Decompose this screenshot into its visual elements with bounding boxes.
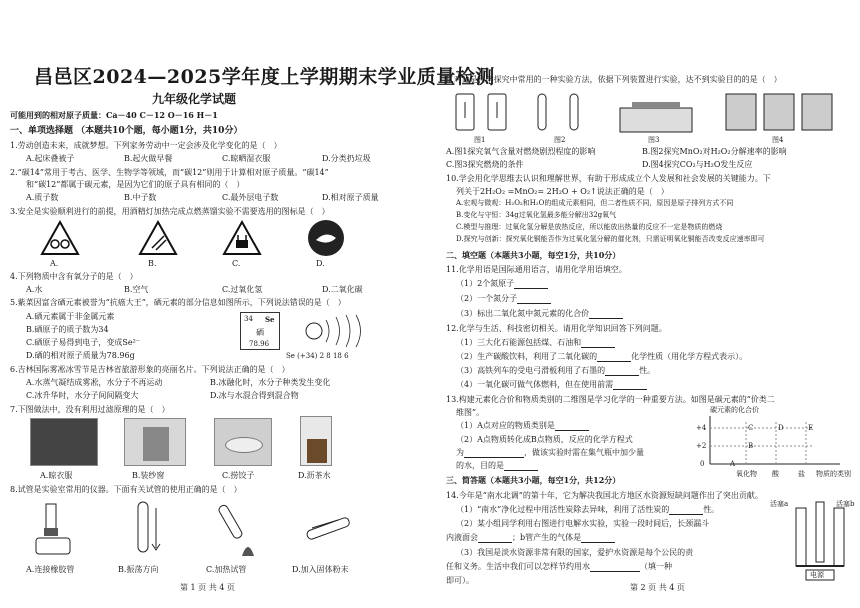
chart-xcat-salt: 盐 (798, 470, 805, 478)
goggles-warning-icon (40, 220, 80, 256)
chart-tick-plus4: +4 (696, 424, 707, 432)
chart-tick-plus2: +2 (696, 442, 707, 450)
selenium-atom-structure-diagram (290, 312, 374, 350)
q4-stem: 4.下列物质中含有氧分子的是（ ） (10, 272, 138, 281)
q3-stem: 3.安全是实验顺利进行的前提，用酒精灯加热完成点燃蒸馏实验不需要选用的图标是（ ） (10, 207, 330, 216)
hot-surface-icon (138, 220, 178, 256)
q1-option-b: B.起火做早餐 (124, 154, 173, 163)
q5-stem: 5.紫菜因富含硒元素被誉为“抗癌大王”，硒元素的部分信息如图所示，下列说法错误的是（ ） (10, 298, 346, 307)
q5-option-c: C.硒原子易得到电子，变成Se²⁻ (26, 338, 141, 347)
se-atomic-number: 34 (244, 315, 253, 323)
q8-option-a: A.连接橡胶管 (26, 565, 75, 574)
q13-item-2: （2）A点物质转化成B点物质，反应的化学方程式 (456, 435, 633, 444)
q7-option-a: A.晾衣服 (40, 471, 73, 480)
q10-option-c: C.模型与推理：过氧化氢分解是放热反应，所以能放出热量的反应不一定是物质的燃烧 (456, 223, 723, 231)
fig3-label: 图3 (648, 136, 660, 144)
q8-stem: 8.试管是实验室常用的仪器。下面有关试管的使用正确的是（ ） (10, 485, 242, 494)
section1-heading: 一、单项选择题 （本题共10个题，每小题1分，共10分） (10, 126, 243, 136)
chart-ylabel: 碳元素的化合价 (710, 406, 759, 414)
se-symbol: Se (265, 315, 275, 324)
q7-stem: 7.下图做法中，没有利用过滤原理的是（ ） (10, 405, 170, 414)
q4-option-d: D.二氧化碳 (322, 285, 363, 294)
drying-clothes-photo (30, 418, 98, 466)
q14-item-2: （2）某小组同学利用右图进行电解水实验，实验一段时间后，长颈漏斗 (456, 519, 710, 528)
q14-item-3-end: 即可）。 (446, 576, 474, 585)
q2-option-a: A.质子数 (26, 193, 59, 202)
right-page (430, 0, 860, 608)
chart-xcat-oxide: 氧化物 (736, 470, 757, 478)
chart-xlabel: 物质的类别 (816, 470, 851, 478)
q7-option-c: C.捞饺子 (222, 471, 255, 480)
q13-item-1: （1）A点对应的物质类别是 (456, 420, 589, 431)
q5-option-b: B.硒原子的质子数为34 (26, 325, 109, 334)
fig3-combustion-conditions-apparatus (606, 84, 706, 136)
chart-point-b: B (748, 442, 754, 450)
q4-option-c: C.过氧化氢 (222, 285, 263, 294)
tea-infuser-photo (300, 416, 332, 466)
q2-option-c: C.最外层电子数 (222, 193, 279, 202)
q12-item-4: （4）一氧化碳可做气体燃料，但在使用前需 (456, 379, 647, 390)
q1-option-c: C.晾晒湿衣服 (222, 154, 271, 163)
shaking-test-tube-illustration (120, 498, 170, 560)
q2-stem-line2: 和“碳12”都属于碳元素，是因为它们的原子具有相同的（ ） (26, 180, 245, 189)
heating-test-tube-illustration (212, 498, 268, 560)
q12-item-2: （2）生产碳酸饮料，利用了二氧化碳的 化学性质（用化学方程式表示）。 (456, 352, 748, 361)
q4-option-a: A.水 (26, 285, 43, 294)
q3-option-c: C. (232, 259, 241, 268)
q13-stem-line1: 13.构建元素化合价和物质类别的二维图是学习化学的一种重要方法。如图是碳元素的“价类二 (446, 395, 775, 404)
chart-xcat-acid: 酸 (772, 470, 779, 478)
q14-item-3: （3）我国是淡水资源非常有限的国家，爱护水资源是每个公民的责 (456, 548, 694, 557)
fig1-oxygen-combustion-apparatus (448, 88, 518, 136)
chart-point-e: E (808, 424, 814, 432)
q9-option-b: B.图2探究MnO₂对H₂O₂分解速率的影响 (642, 147, 787, 156)
q12-stem: 12.化学与生活、科技密切相关。请用化学知识回答下列问题。 (446, 324, 667, 333)
q9-option-c: C.图3探究燃烧的条件 (446, 160, 524, 169)
q1-stem: 1.劳动创造未来，成就梦想。下列家务劳动中一定会涉及化学变化的是（ ） (10, 141, 282, 150)
q9-option-a: A.图1探究氧气含量对燃烧剧烈程度的影响 (446, 147, 596, 156)
q6-option-c: C.冰升华时，水分子间间隔变大 (26, 391, 139, 400)
q10-stem-line2: 列关于2H₂O₂ =MnO₂= 2H₂O + O₂↑说法正确的是（ ） (456, 187, 669, 196)
valence-class-chart (694, 414, 844, 474)
fig2-mno2-test-tubes (526, 88, 596, 136)
q10-option-b: B.变化与守恒：34g过氧化氢最多能分解出32g氧气 (456, 211, 617, 219)
q2-stem-line1: 2.“碳14”常用于考古、医学、生物学等领域，而“碳12”则用于计算相对原子质量。“碳14” (10, 168, 329, 177)
q14-item-1: （1）“南水”净化过程中用活性炭除去异味，利用了活性炭的 性。 (456, 505, 720, 514)
chart-point-d: D (778, 424, 784, 432)
fig4-co2-water-apparatus (720, 84, 840, 136)
q6-option-a: A.水蒸气凝结成雾凇，水分子不再运动 (26, 378, 163, 387)
wash-hands-icon (306, 218, 346, 258)
q10-option-a: A.宏观与微观：H₂O₂和H₂O的组成元素相同，但二者性质不同，原因是原子排列方式不同 (456, 199, 734, 207)
q5-option-a: A.硒元素属于非金属元素 (26, 312, 115, 321)
rubber-tube-connection-illustration (26, 498, 86, 560)
se-mass: 78.96 (249, 340, 270, 348)
q11-item-2: （2）一个氮分子 (456, 293, 551, 304)
fig2-label: 图2 (554, 136, 566, 144)
left-page-number: 第 1 页 共 4 页 (180, 583, 235, 592)
atomic-masses: 可能用到的相对原子质量：Ca－40 C－12 O－16 H－1 (10, 110, 218, 120)
q12-item-3: （3）高铁列车的受电弓滑板利用了石墨的 性。 (456, 366, 656, 375)
right-page-number: 第 2 页 共 4 页 (630, 583, 685, 592)
q8-option-d: D.加入固体粉末 (292, 565, 349, 574)
section2-heading: 二、填空题（本题共3小题，每空1分，共10分） (446, 250, 621, 260)
chart-tick-zero: 0 (700, 460, 705, 468)
window-screen-photo (124, 418, 186, 466)
scooping-dumplings-photo (214, 418, 272, 466)
q11-stem: 11.化学用语是国际通用语言，请用化学用语填空。 (446, 265, 627, 274)
fig4-label: 图4 (772, 136, 784, 144)
se-atom-label: Se (+34) 2 8 18 6 (286, 352, 349, 360)
section3-heading: 三、简答题（本题共3小题，每空1分，共12分） (446, 475, 621, 485)
electrolysis-apparatus-diagram (786, 500, 856, 582)
q14-item-3-cont: 任和义务。生活中我们可以怎样节约用水 （填一种 (446, 562, 672, 571)
exam-title: 昌邑区2024—2025学年度上学期期末学业质量检测 (34, 66, 495, 88)
q10-stem-line1: 10.学会用化学思维去认识和理解世界，有助于形成成立个人发展和社会发展的关键能力。下 (446, 174, 771, 183)
exam-subtitle: 九年级化学试题 (152, 92, 237, 106)
chart-point-c: C (748, 424, 754, 432)
q3-option-a: A. (50, 259, 59, 268)
q14-stem: 14.今年是“南水北调”的第十年，它为解决我国北方地区水资源短缺问题作出了突出贡献。 (446, 491, 763, 500)
q4-option-b: B.空气 (124, 285, 149, 294)
chart-point-a: A (730, 460, 736, 468)
q10-option-d: D.探究与创新：探究氧化铜能否作为过氧化氢分解的催化剂，只需证明氧化铜能否改变反应速率即可 (456, 235, 765, 243)
q13-item-2-purpose: 的水，目的是 (456, 460, 538, 471)
q6-option-b: B.冰融化时，水分子种类发生变化 (210, 378, 331, 387)
adding-powder-illustration (298, 498, 358, 560)
q12-item-1: （1）三大化石能源包括煤、石油和 (456, 337, 615, 348)
q14-item-2-cont: 内液面会 ；b管产生的气体是 (446, 532, 615, 543)
q1-option-a: A.起床叠被子 (26, 154, 75, 163)
q9-option-d: D.图4探究CO₂与H₂O发生反应 (642, 160, 753, 169)
q5-option-d: D.硒的相对原子质量为78.96g (26, 351, 135, 360)
q6-stem: 6.吉林国际雾凇冰雪节是吉林省旅游形象的亮丽名片。下列说法正确的是（ ） (10, 365, 290, 374)
q6-option-d: D.冰与水混合得到混合物 (210, 391, 299, 400)
q3-option-d: D. (316, 259, 325, 268)
q3-option-b: B. (148, 259, 157, 268)
q13-item-2-cont: 为 ，做该实验时需在集气瓶中加少量 (456, 448, 644, 457)
q7-option-d: D.沥茶水 (298, 471, 331, 480)
q7-option-b: B.装纱窗 (132, 471, 165, 480)
q11-item-3: （3）标出二氧化氮中氮元素的化合价 (456, 308, 623, 319)
valve-a-label: 活塞a (770, 500, 789, 508)
valve-b-label: 活塞b (836, 500, 855, 508)
q9-stem: 9.对比是科学探究中常用的一种实验方法，依据下列装置进行实验，达不到实验目的的是（ ） (446, 75, 782, 84)
q8-option-b: B.振荡方向 (118, 565, 159, 574)
q2-option-d: D.相对原子质量 (322, 193, 379, 202)
se-name: 硒 (256, 328, 264, 337)
fig1-label: 图1 (474, 136, 486, 144)
power-source-label: 电源 (810, 571, 824, 579)
q1-option-d: D.分类扔垃圾 (322, 154, 371, 163)
electric-plug-icon (222, 220, 262, 256)
selenium-element-tile (240, 312, 280, 350)
q2-option-b: B.中子数 (124, 193, 157, 202)
q13-stem-line2: 维图”。 (456, 408, 485, 417)
q11-item-1: （1）2个氮原子 (456, 278, 548, 289)
q8-option-c: C.加热试管 (206, 565, 247, 574)
